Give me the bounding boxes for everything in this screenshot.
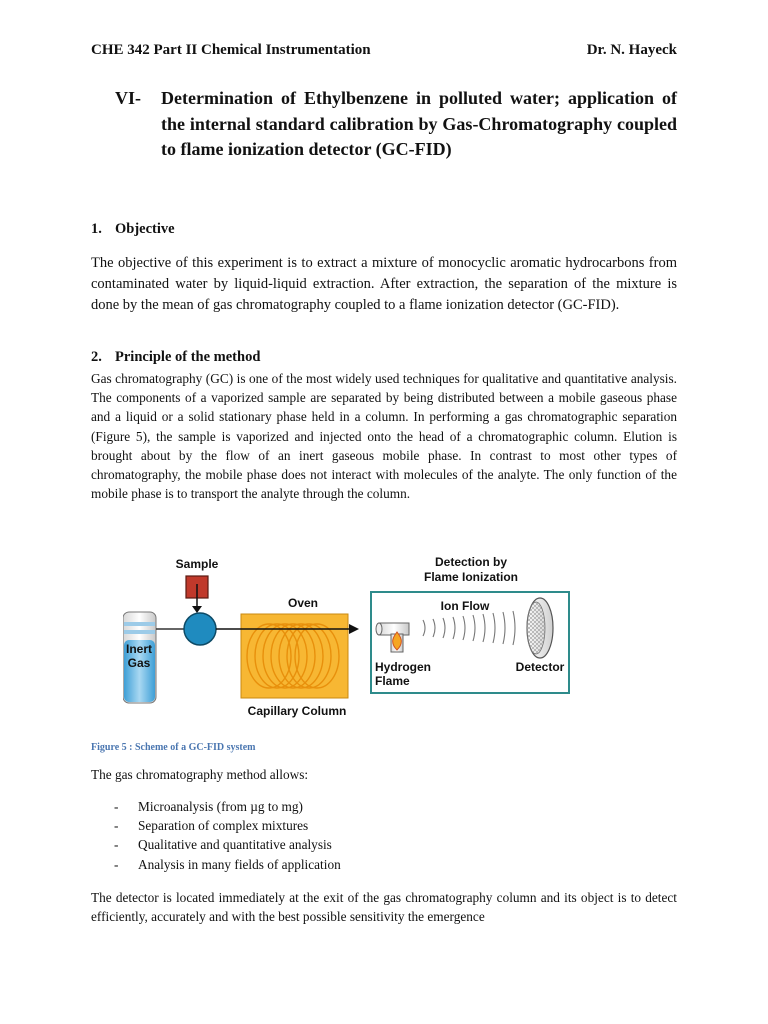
list-item: - Microanalysis (from µg to mg) — [114, 799, 303, 814]
section-title: Objective — [115, 221, 175, 237]
page-header — [91, 42, 677, 62]
section-heading-objective — [91, 221, 175, 238]
detector-disk — [527, 598, 553, 658]
ion-flow-label: Ion Flow — [440, 599, 490, 613]
list-item: - Qualitative and quantitative analysis — [114, 837, 332, 853]
section-title: Principle of the method — [115, 349, 261, 365]
chapter-number: VI- — [115, 88, 141, 108]
list-lead: The gas chromatography method allows: — [91, 767, 309, 782]
section-number: 2. — [91, 349, 102, 365]
section-number: 1. — [91, 221, 102, 237]
principle-paragraph: Gas chromatography (GC) is one of the most widely used techniques for qualitative and quantitative analysis. The components of a vaporized sample are separated by being distributed between a mobile gaseous phase and a liquid or a solid stationary phase held in a column. In performing a gas chromatographic separation (Figure 5), the sample is vaporized and injected onto the head of a chromatographic column. Elution is brought about by the flow of an inert gaseous mobile phase. In contrast to most other types of chromatography, the mobile phase does not interact with molecules of the analyte. The only function of the mobile phase is to transport the analyte through the column. — [91, 371, 677, 502]
list-item: - Analysis in many fields of application — [114, 856, 341, 872]
hydrogen-label: Hydrogen — [375, 660, 432, 674]
injector-valve — [184, 613, 216, 645]
detector-label: Detector — [515, 660, 565, 674]
flame-label: Flame — [375, 674, 410, 688]
course-title: CHE 342 Part II Chemical Instrumentation — [91, 42, 371, 58]
objective-paragraph: The objective of this experiment is to extract a mixture of monocyclic aromatic hydrocarbons from contaminated water by liquid-liquid extraction. After extraction, the separation of the mixture is done by the mean of gas chromatography coupled to a flame ionization detector (GC-FID). — [91, 255, 677, 313]
list-item: - Separation of complex mixtures — [114, 818, 309, 834]
author-name: Dr. N. Hayeck — [586, 42, 677, 58]
advantages-list — [91, 797, 341, 874]
inert-gas-cylinder — [123, 612, 156, 703]
inert-label: Inert — [125, 642, 153, 656]
capillary-label: Capillary Column — [247, 704, 347, 718]
gas-label: Gas — [127, 656, 151, 670]
detection-label-line2: Flame Ionization — [423, 570, 519, 584]
sample-label: Sample — [175, 557, 219, 571]
sample-arrow — [192, 606, 202, 613]
column-arrow — [349, 624, 359, 634]
detection-label-line1: Detection by — [434, 555, 508, 569]
chapter-title-text: Determination of Ethylbenzene in polluted water; application of the internal standard calibration by Gas-Chromatography coupled to flame ionization detector (GC-FID) — [161, 88, 677, 159]
figure-caption: Figure 5 : Scheme of a GC-FID system — [91, 742, 256, 753]
detector-paragraph: The detector is located immediately at the exit of the gas chromatography column and its object is to detect efficiently, accurately and with the best possible sensitivity the emergence — [91, 890, 677, 925]
oven-label: Oven — [287, 596, 319, 610]
gc-fid-diagram — [123, 550, 603, 720]
section-heading-principle — [91, 349, 260, 366]
